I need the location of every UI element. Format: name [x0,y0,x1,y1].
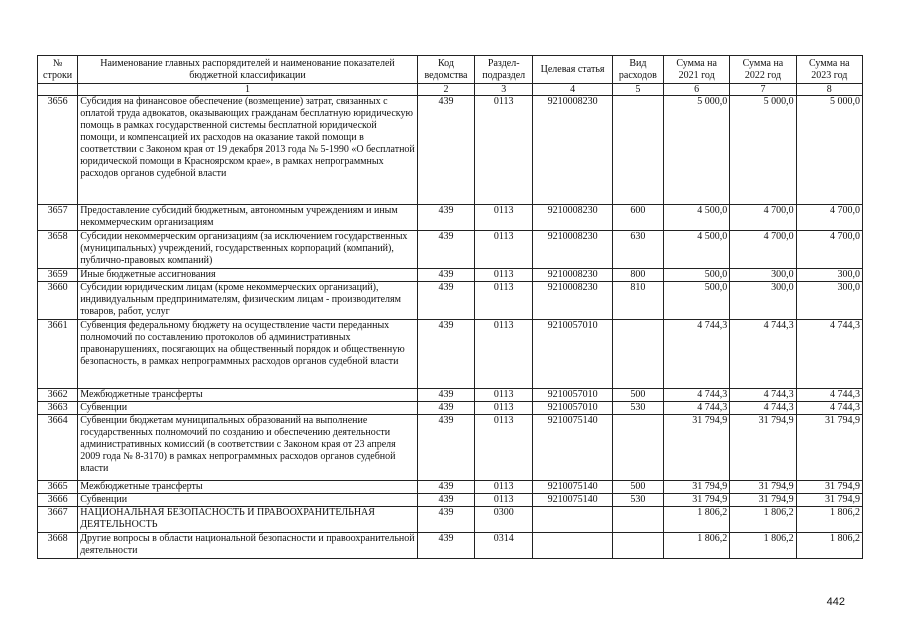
sum-2022: 1 806,2 [730,507,796,533]
target-article [533,533,612,559]
table-row [38,507,863,533]
row-number: 3661 [38,320,78,389]
expense-type: 800 [612,269,663,282]
expense-type [612,507,663,533]
sum-2023: 300,0 [796,282,862,320]
department-code: 439 [417,96,474,205]
department-code: 439 [417,507,474,533]
sum-2022: 1 806,2 [730,533,796,559]
row-number: 3664 [38,415,78,481]
sum-2021: 4 744,3 [663,320,729,389]
column-index: 2 [417,84,474,96]
column-index: 5 [612,84,663,96]
target-article: 9210075140 [533,415,612,481]
department-code: 439 [417,494,474,507]
row-name: Субсидия на финансовое обеспечение (возмещение) затрат, связанных с оплатой труда адвокатов, оказывающих гражданам бесплатную юридическую помощь в рамках государственной системы бесплатной юридической помощи, и компенсацией их расходов на оказание такой помощи в соответствии с Законом края от 19 декабря 2013 года № 5-1990 «О бесплатной юридической помощи в Красноярском крае», в рамках непрограммных расходов органов судебной власти [78,96,418,205]
table-row [38,269,863,282]
sum-2022: 4 744,3 [730,320,796,389]
department-code: 439 [417,282,474,320]
section-code: 0113 [475,96,533,205]
department-code: 439 [417,320,474,389]
column-index: 8 [796,84,862,96]
sum-2023: 31 794,9 [796,481,862,494]
table-header-row [38,56,863,84]
row-name: Другие вопросы в области национальной безопасности и правоохранительной деятельности [78,533,418,559]
department-code: 439 [417,533,474,559]
department-code: 439 [417,402,474,415]
sum-2021: 500,0 [663,282,729,320]
expense-type: 530 [612,494,663,507]
sum-2023: 31 794,9 [796,415,862,481]
sum-2021: 1 806,2 [663,533,729,559]
sum-2023: 31 794,9 [796,494,862,507]
sum-2021: 31 794,9 [663,415,729,481]
sum-2022: 4 744,3 [730,402,796,415]
row-name: Межбюджетные трансферты [78,389,418,402]
target-article: 9210057010 [533,402,612,415]
sum-2023: 5 000,0 [796,96,862,205]
table-body [38,96,863,559]
sum-2023: 4 744,3 [796,389,862,402]
sum-2021: 5 000,0 [663,96,729,205]
row-name: Межбюджетные трансферты [78,481,418,494]
table-row [38,415,863,481]
header-name: Наименование главных распорядителей и наименование показателей бюджетной классификации [78,56,418,84]
table-row [38,402,863,415]
sum-2022: 31 794,9 [730,481,796,494]
target-article: 9210008230 [533,269,612,282]
section-code: 0113 [475,269,533,282]
table-row [38,96,863,205]
target-article: 9210057010 [533,320,612,389]
section-code: 0113 [475,282,533,320]
expense-type: 500 [612,389,663,402]
target-article: 9210075140 [533,494,612,507]
row-name: Иные бюджетные ассигнования [78,269,418,282]
column-index: 4 [533,84,612,96]
row-name: Субвенции [78,494,418,507]
sum-2022: 5 000,0 [730,96,796,205]
header-department-code: Код ведомства [417,56,474,84]
section-code: 0300 [475,507,533,533]
expense-type [612,415,663,481]
section-code: 0113 [475,494,533,507]
section-code: 0314 [475,533,533,559]
row-number: 3668 [38,533,78,559]
column-index [38,84,78,96]
row-name: Субвенции бюджетам муниципальных образований на выполнение государственных полномочий по созданию и обеспечению деятельности административных комиссий (в соответствии с Законом края от 23 апреля 2009 года № 8-3170) в рамках непрограммных расходов органов судебной власти [78,415,418,481]
section-code: 0113 [475,481,533,494]
budget-table [37,55,863,559]
row-number: 3667 [38,507,78,533]
column-index-row [38,84,863,96]
row-number: 3663 [38,402,78,415]
sum-2023: 4 744,3 [796,320,862,389]
section-code: 0113 [475,389,533,402]
sum-2021: 1 806,2 [663,507,729,533]
row-number: 3656 [38,96,78,205]
row-number: 3659 [38,269,78,282]
sum-2021: 31 794,9 [663,494,729,507]
header-sum-2022: Сумма на 2022 год [730,56,796,84]
sum-2022: 4 744,3 [730,389,796,402]
department-code: 439 [417,269,474,282]
expense-type: 810 [612,282,663,320]
sum-2021: 4 744,3 [663,402,729,415]
expense-type: 630 [612,231,663,269]
header-sum-2021: Сумма на 2021 год [663,56,729,84]
budget-sheet [37,55,863,559]
expense-type [612,320,663,389]
section-code: 0113 [475,402,533,415]
expense-type: 530 [612,402,663,415]
expense-type [612,533,663,559]
column-index: 6 [663,84,729,96]
table-row [38,320,863,389]
sum-2023: 4 700,0 [796,205,862,231]
sum-2021: 4 500,0 [663,231,729,269]
row-name: Предоставление субсидий бюджетным, автономным учреждениям и иным некоммерческим организациям [78,205,418,231]
row-name: Субвенция федеральному бюджету на осуществление части переданных полномочий по составлению протоколов об административных правонарушениях, посягающих на общественный порядок и общественную безопасность, в рамках непрограммных расходов органов судебной власти [78,320,418,389]
section-code: 0113 [475,231,533,269]
sum-2022: 4 700,0 [730,205,796,231]
target-article: 9210057010 [533,389,612,402]
table-row [38,231,863,269]
column-index: 1 [78,84,418,96]
target-article: 9210008230 [533,282,612,320]
column-index: 7 [730,84,796,96]
sum-2022: 31 794,9 [730,494,796,507]
expense-type: 600 [612,205,663,231]
department-code: 439 [417,481,474,494]
department-code: 439 [417,205,474,231]
target-article: 9210008230 [533,231,612,269]
header-expense-type: Вид расходов [612,56,663,84]
department-code: 439 [417,389,474,402]
row-number: 3658 [38,231,78,269]
header-sum-2023: Сумма на 2023 год [796,56,862,84]
sum-2022: 300,0 [730,269,796,282]
sum-2021: 4 744,3 [663,389,729,402]
sum-2023: 300,0 [796,269,862,282]
expense-type [612,96,663,205]
row-number: 3660 [38,282,78,320]
sum-2023: 4 744,3 [796,402,862,415]
sum-2023: 1 806,2 [796,533,862,559]
section-code: 0113 [475,320,533,389]
sum-2021: 4 500,0 [663,205,729,231]
row-name: НАЦИОНАЛЬНАЯ БЕЗОПАСНОСТЬ И ПРАВООХРАНИТЕЛЬНАЯ ДЕЯТЕЛЬНОСТЬ [78,507,418,533]
expense-type: 500 [612,481,663,494]
table-row [38,282,863,320]
table-row [38,494,863,507]
department-code: 439 [417,231,474,269]
page-number: 442 [826,596,845,608]
table-row [38,533,863,559]
sum-2022: 4 700,0 [730,231,796,269]
target-article: 9210075140 [533,481,612,494]
table-row [38,481,863,494]
row-number: 3657 [38,205,78,231]
sum-2022: 300,0 [730,282,796,320]
target-article [533,507,612,533]
table-row [38,205,863,231]
table-row [38,389,863,402]
target-article: 9210008230 [533,205,612,231]
department-code: 439 [417,415,474,481]
sum-2023: 1 806,2 [796,507,862,533]
target-article: 9210008230 [533,96,612,205]
column-index: 3 [475,84,533,96]
section-code: 0113 [475,205,533,231]
header-section: Раздел-подраздел [475,56,533,84]
row-name: Субсидии юридическим лицам (кроме некоммерческих организаций), индивидуальным предпринимателям, физическим лицам - производителям товаров, работ, услуг [78,282,418,320]
row-number: 3666 [38,494,78,507]
row-number: 3665 [38,481,78,494]
sum-2021: 500,0 [663,269,729,282]
row-name: Субвенции [78,402,418,415]
header-row-number: № строки [38,56,78,84]
sum-2021: 31 794,9 [663,481,729,494]
sum-2023: 4 700,0 [796,231,862,269]
row-name: Субсидии некоммерческим организациям (за исключением государственных (муниципальных) учреждений, государственных корпораций (компаний), публично-правовых компаний) [78,231,418,269]
row-number: 3662 [38,389,78,402]
header-target-article: Целевая статья [533,56,612,84]
section-code: 0113 [475,415,533,481]
sum-2022: 31 794,9 [730,415,796,481]
